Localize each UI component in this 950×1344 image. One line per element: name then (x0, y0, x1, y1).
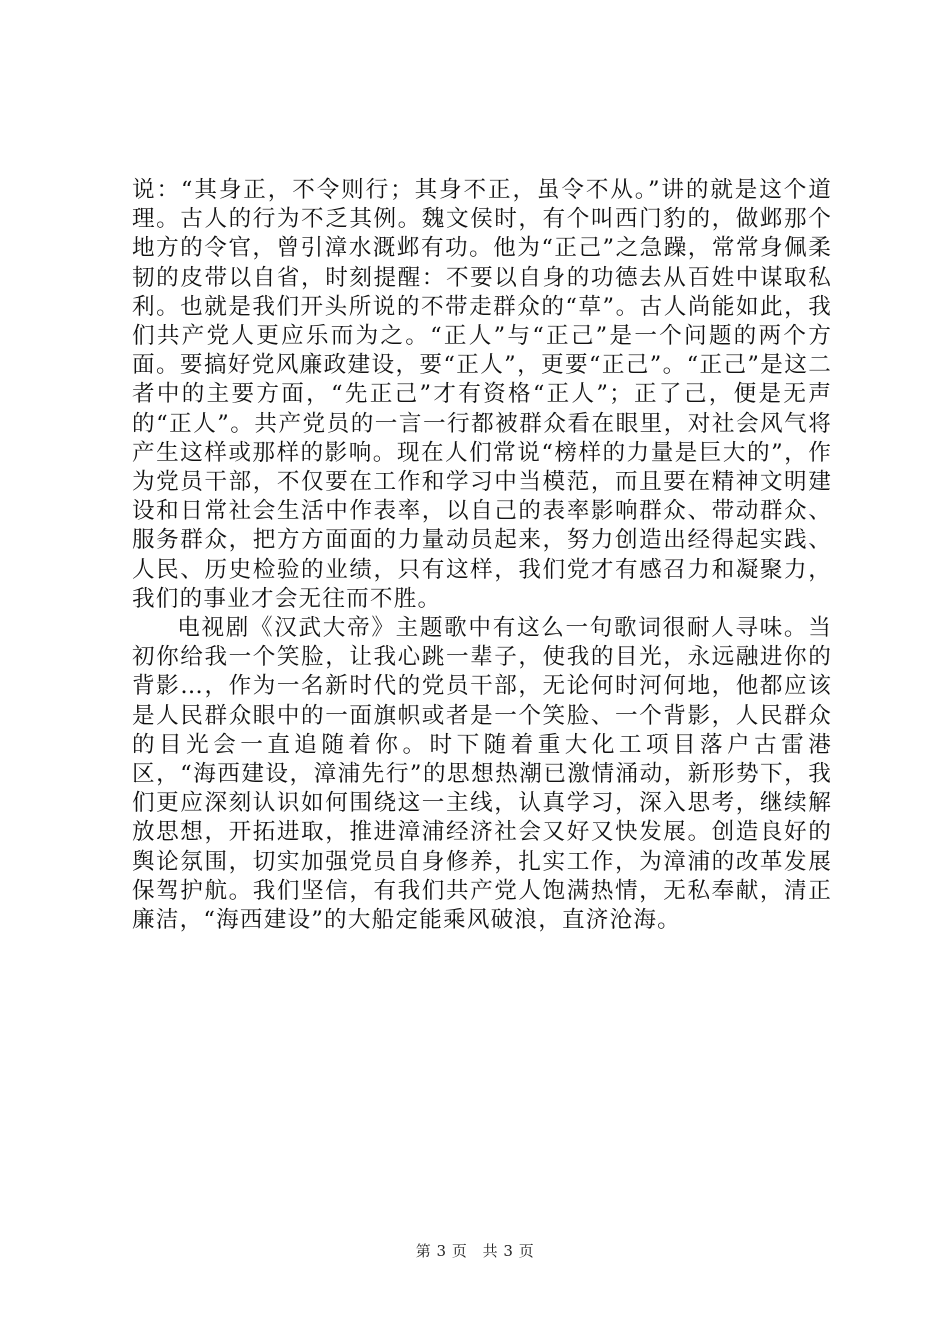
paragraph-tv-drama: 电视剧《汉武大帝》主题歌中有这么一句歌词很耐人寻味。当初你给我一个笑脸，让我心跳一辈子，使我的目光，永远融进你的背影…，作为一名新时代的党员干部，无论何时河何地，他都应该是人民群众眼中的一面旗帜或者是一个笑脸、一个背影，人民群众的目光会一直追随着你。时下随着重大化工项目落户古雷港区，“海西建设，漳浦先行”的思想热潮已激情涌动，新形势下，我们更应深刻认识如何围绕这一主线，认真学习，深入思考，继续解放思想，开拓进取，推进漳浦经济社会又好又快发展。创造良好的舆论氛围，切实加强党员自身修养，扎实工作，为漳浦的改革发展保驾护航。我们坚信，有我们共产党人饱满热情，无私奉献，清正廉洁，“海西建设”的大船定能乘风破浪，直济沧海。 (132, 615, 832, 934)
document-body (132, 176, 832, 935)
page-footer (0, 1241, 950, 1261)
page-total: 共 3 页 (482, 1242, 535, 1260)
page-number: 第 3 页 (415, 1242, 468, 1260)
paragraph-continuation: 说：“其身正，不令则行；其身不正，虽令不从。”讲的就是这个道理。古人的行为不乏其例。魏文侯时，有个叫西门豹的，做邺那个地方的令官，曾引漳水溉邺有功。他为“正己”之急躁，常常身佩柔韧的皮带以自省，时刻提醒：不要以自身的功德去从百姓中谋取私利。也就是我们开头所说的不带走群众的“草”。古人尚能如此，我们共产党人更应乐而为之。“正人”与“正己”是一个问题的两个方面。要搞好党风廉政建设，要“正人”，更要“正己”。“正己”是这二者中的主要方面，“先正己”才有资格“正人”；正了己，便是无声的“正人”。共产党员的一言一行都被群众看在眼里，对社会风气将产生这样或那样的影响。现在人们常说“榜样的力量是巨大的”，作为党员干部，不仅要在工作和学习中当模范，而且要在精神文明建设和日常社会生活中作表率，以自己的表率影响群众、带动群众、服务群众，把方方面面的力量动员起来，努力创造出经得起实践、人民、历史检验的业绩，只有这样，我们党才有感召力和凝聚力，我们的事业才会无往而不胜。 (132, 177, 833, 612)
